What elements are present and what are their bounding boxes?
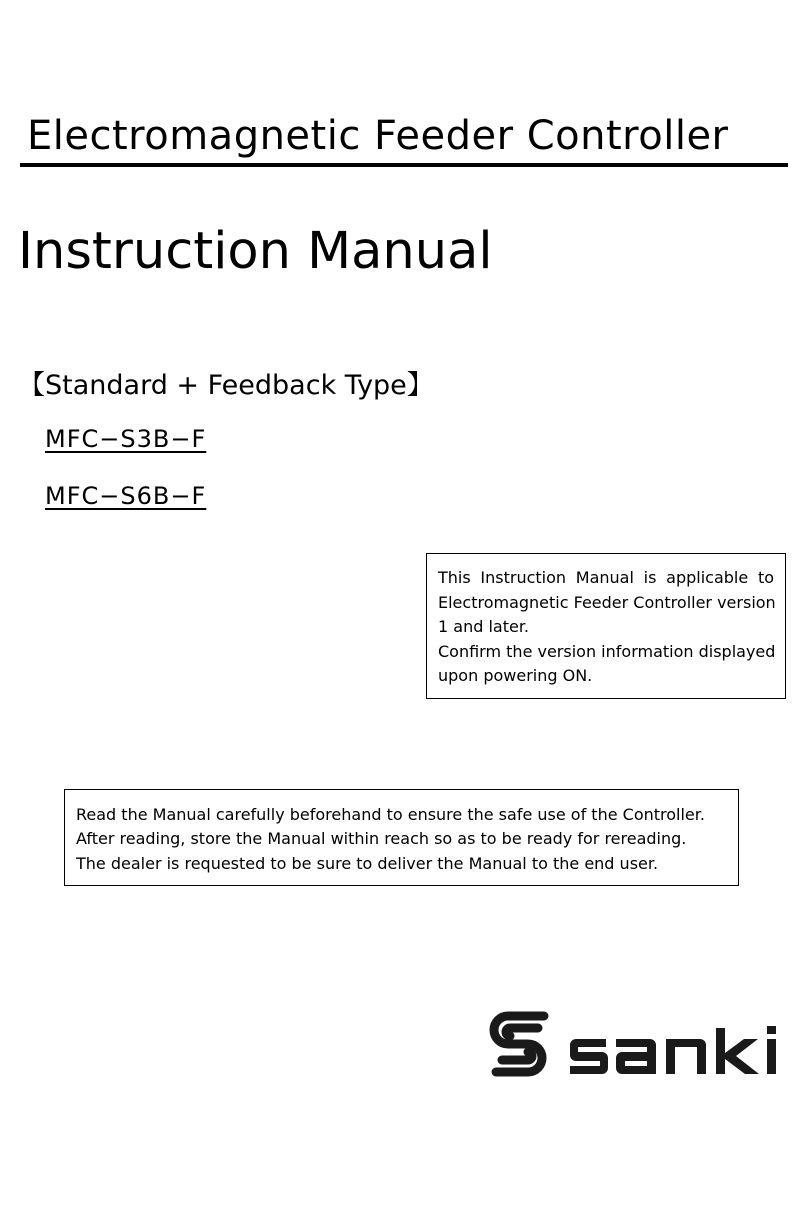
notice-line: Read the Manual carefully beforehand to ensure the safe use of the Controller. <box>76 805 705 824</box>
sanki-logo <box>486 1006 788 1080</box>
sanki-s-logo-icon <box>494 1016 544 1072</box>
notice-line: After reading, store the Manual within reach so as to be ready for rereading. <box>76 829 687 849</box>
note-line: upon powering ON. <box>438 666 593 686</box>
document-title: Instruction Manual <box>18 222 493 281</box>
note-line: Electromagnetic Feeder Controller version <box>438 592 776 612</box>
notice-line: The dealer is requested to be sure to deliver the Manual to the end user. <box>76 853 659 873</box>
sanki-logo-graphic <box>486 1006 788 1080</box>
version-applicability-note <box>426 553 786 699</box>
model-number: MFC−S6B−F <box>45 482 207 510</box>
document-subtitle: Electromagnetic Feeder Controller <box>27 113 729 159</box>
note-line: This Instruction Manual is applicable to <box>438 568 774 587</box>
title-divider <box>20 163 788 167</box>
note-line: 1 and later. <box>438 617 530 637</box>
model-number: MFC−S3B−F <box>45 425 207 453</box>
note-line: Confirm the version information displayed <box>438 641 776 661</box>
product-type-label: 【Standard + Feedback Type】 <box>18 370 434 401</box>
sanki-wordmark <box>570 1026 776 1074</box>
safety-notice <box>64 789 739 886</box>
